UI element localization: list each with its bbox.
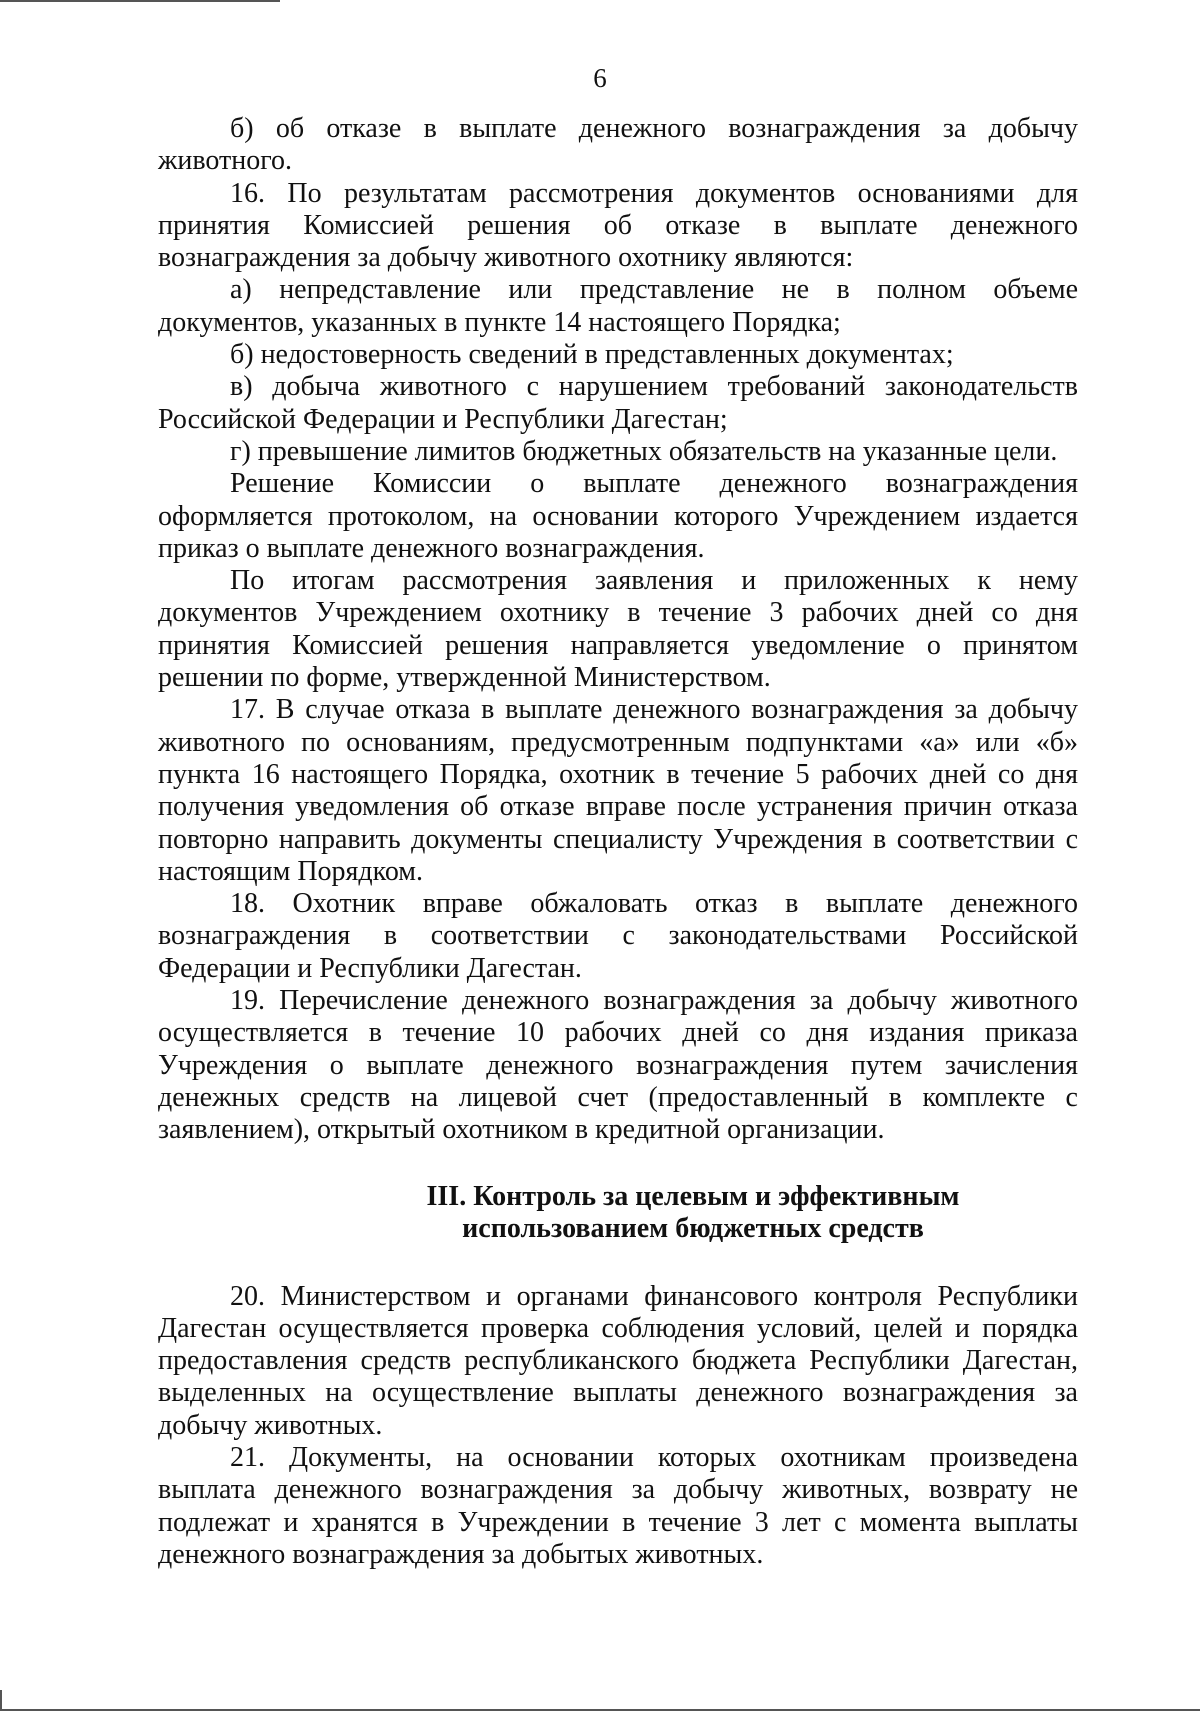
- paragraph: б) об отказе в выплате денежного вознаграждения за добычу животного.: [158, 113, 1078, 177]
- paragraph: 16. По результатам рассмотрения документов основаниями для принятия Комиссией решения об отказе в выплате денежного вознаграждения за добычу животного охотнику являются:: [158, 177, 1078, 274]
- paragraph: 18. Охотник вправе обжаловать отказ в выплате денежного вознаграждения в соответствии с законодательствами Российской Федерации и Республики Дагестан.: [158, 888, 1078, 984]
- paragraph: в) добыча животного с нарушением требований законодательств Российской Федерации и Республики Дагестан;: [158, 371, 1078, 435]
- paragraph: 19. Перечисление денежного вознаграждения за добычу животного осуществляется в течение 10 рабочих дней со дня издания приказа Учреждения о выплате денежного вознаграждения путем зачисления денежных средств на лицевой счет (предоставленный в комплекте с заявлением), открытый охотником в кредитной организации.: [158, 985, 1078, 1146]
- paragraph: По итогам рассмотрения заявления и приложенных к нему документов Учреждением охотнику в течение 3 рабочих дней со дня принятия Комиссией решения направляется уведомление о принятом решении по форме, утвержденной Министерством.: [158, 565, 1078, 694]
- scan-edge-left: [0, 1690, 2, 1711]
- paragraph: 21. Документы, на основании которых охотникам произведена выплата денежного вознаграждения за добычу животных, возврату не подлежат и хранятся в Учреждении в течение 3 лет с момента выплаты денежного вознаграждения за добытых животных.: [158, 1441, 1078, 1570]
- paragraph: Решение Комиссии о выплате денежного вознаграждения оформляется протоколом, на основании которого Учреждением издается приказ о выплате денежного вознаграждения.: [158, 468, 1078, 564]
- section-heading: [158, 1181, 1078, 1245]
- paragraph: 20. Министерством и органами финансового контроля Республики Дагестан осуществляется проверка соблюдения условий, целей и порядка предоставления средств республиканского бюджета Республики Дагестан, выделенных на осуществление выплаты денежного вознаграждения за добычу животных.: [158, 1280, 1078, 1441]
- paragraph: г) превышение лимитов бюджетных обязательств на указанные цели.: [230, 435, 1058, 467]
- section-heading-line: использованием бюджетных средств: [462, 1212, 924, 1244]
- document-body: [158, 113, 1078, 1571]
- scan-edge-top: [0, 0, 280, 2]
- section-heading-line: III. Контроль за целевым и эффективным: [426, 1180, 960, 1212]
- page-number: 6: [593, 63, 607, 93]
- paragraph: 17. В случае отказа в выплате денежного вознаграждения за добычу животного по основаниям, предусмотренным подпунктами «а» или «б» пункта 16 настоящего Порядка, охотник в течение 5 рабочих дней со дня получения уведомления об отказе вправе после устранения причин отказа повторно направить документы специалисту Учреждения в соответствии с настоящим Порядком.: [158, 694, 1078, 887]
- paragraph: б) недостоверность сведений в представленных документах;: [230, 339, 954, 371]
- paragraph: а) непредставление или представление не в полном объеме документов, указанных в пункте 14 настоящего Порядка;: [158, 274, 1078, 338]
